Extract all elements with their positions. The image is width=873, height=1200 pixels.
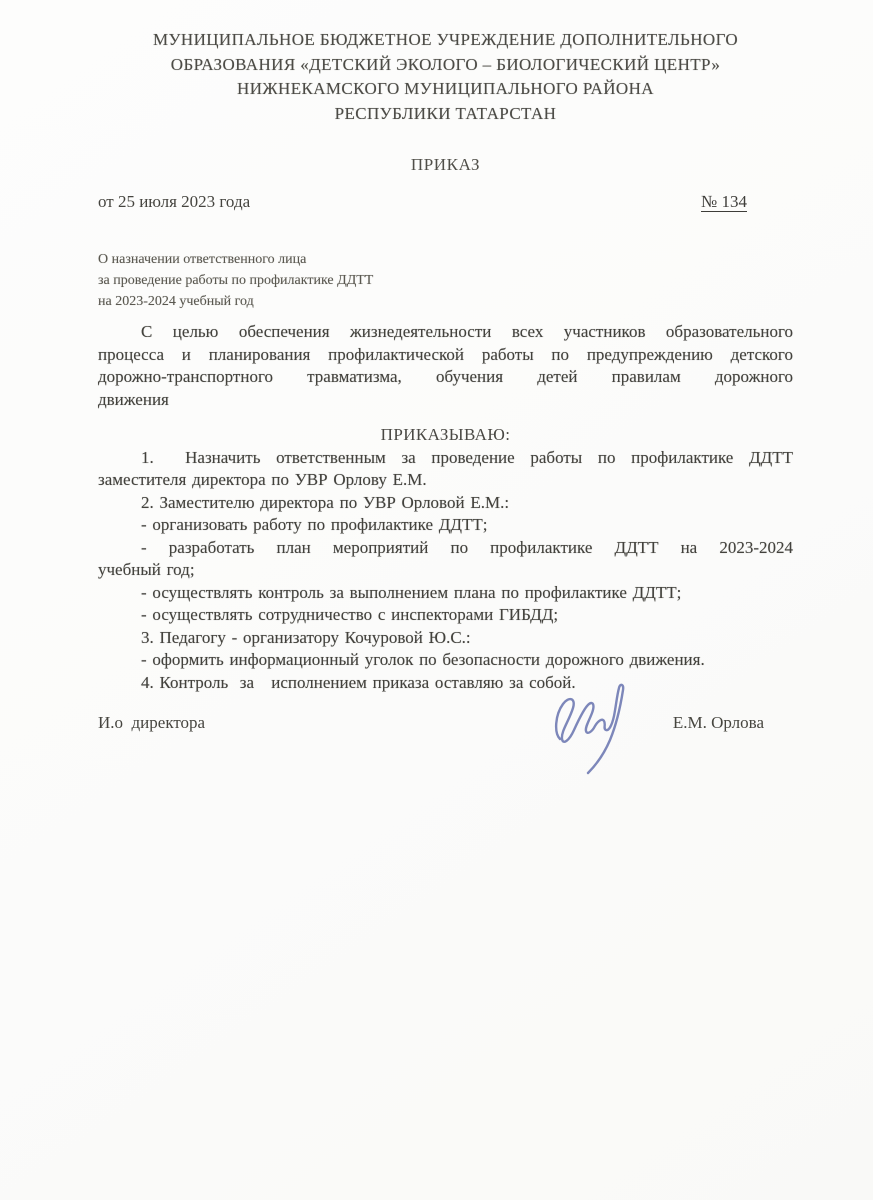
order-item-line: - разработать план мероприятий по профилактике ДДТТ на 2023-2024 — [141, 537, 793, 557]
org-name-line-4: РЕСПУБЛИКИ ТАТАРСТАН — [334, 103, 557, 123]
letterhead — [98, 28, 793, 126]
order-item-line: 4. Контроль за исполнением приказа оставляю за собой. — [141, 672, 576, 692]
meta-row — [98, 192, 793, 212]
subject-line-2: за проведение работы по профилактике ДДТТ — [98, 273, 374, 288]
order-item-2-sub-3 — [98, 582, 793, 605]
order-item-2-sub-2 — [98, 537, 793, 582]
order-item-1 — [98, 447, 793, 492]
org-name-line-3: НИЖНЕКАМСКОГО МУНИЦИПАЛЬНОГО РАЙОНА — [237, 79, 654, 98]
order-item-2 — [98, 492, 793, 515]
order-items — [98, 447, 793, 695]
subject-block — [98, 249, 793, 312]
order-item-line: заместителя директора по УВР Орлову Е.М. — [98, 470, 427, 489]
org-name-line-2: ОБРАЗОВАНИЯ «ДЕТСКИЙ ЭКОЛОГО – БИОЛОГИЧЕСКИЙ ЦЕНТР» — [170, 54, 721, 74]
preamble-line: дорожно-транспортного травматизма, обучения детей правилам дорожного — [98, 367, 793, 386]
signature-block — [98, 713, 793, 733]
order-item-line: - организовать работу по профилактике ДДТТ; — [141, 515, 488, 534]
document-title: ПРИКАЗ — [410, 155, 481, 174]
order-item-4 — [98, 672, 793, 695]
preamble-line: С целью обеспечения жизнедеятельности всех участников образовательного — [141, 322, 793, 341]
preamble-line: процесса и планирования профилактической работы по предупреждению детского — [98, 344, 793, 364]
order-number: № 134 — [701, 192, 747, 211]
preamble — [98, 321, 793, 411]
order-item-3 — [98, 627, 793, 650]
order-item-line: - оформить информационный уголок по безопасности дорожного движения. — [141, 650, 705, 669]
order-item-line: - осуществлять контроль за выполнением плана по профилактике ДДТТ; — [141, 582, 682, 602]
order-item-line: - осуществлять сотрудничество с инспекторами ГИБДД; — [141, 605, 559, 624]
order-item-2-sub-4 — [98, 604, 793, 627]
subject-line-3: на 2023-2024 учебный год — [98, 294, 254, 309]
order-item-2-sub-1 — [98, 514, 793, 537]
order-item-line: 3. Педагогу - организатору Кочуровой Ю.С.: — [141, 627, 471, 647]
order-date: от 25 июля 2023 года — [98, 192, 251, 211]
order-item-line: 1. Назначить ответственным за проведение работы по профилактике ДДТТ — [141, 447, 793, 467]
order-item-line: учебный год; — [98, 560, 195, 579]
preamble-line: движения — [98, 389, 169, 409]
signer-position: И.о директора — [98, 713, 206, 732]
order-item-3-sub-1 — [98, 649, 793, 672]
signer-name: Е.М. Орлова — [672, 713, 764, 732]
order-heading: ПРИКАЗЫВАЮ: — [380, 425, 511, 444]
org-name-line-1: МУНИЦИПАЛЬНОЕ БЮДЖЕТНОЕ УЧРЕЖДЕНИЕ ДОПОЛНИТЕЛЬНОГО — [152, 30, 739, 49]
order-item-line: 2. Заместителю директора по УВР Орловой Е.М.: — [141, 492, 510, 512]
subject-line-1: О назначении ответственного лица — [98, 252, 307, 267]
